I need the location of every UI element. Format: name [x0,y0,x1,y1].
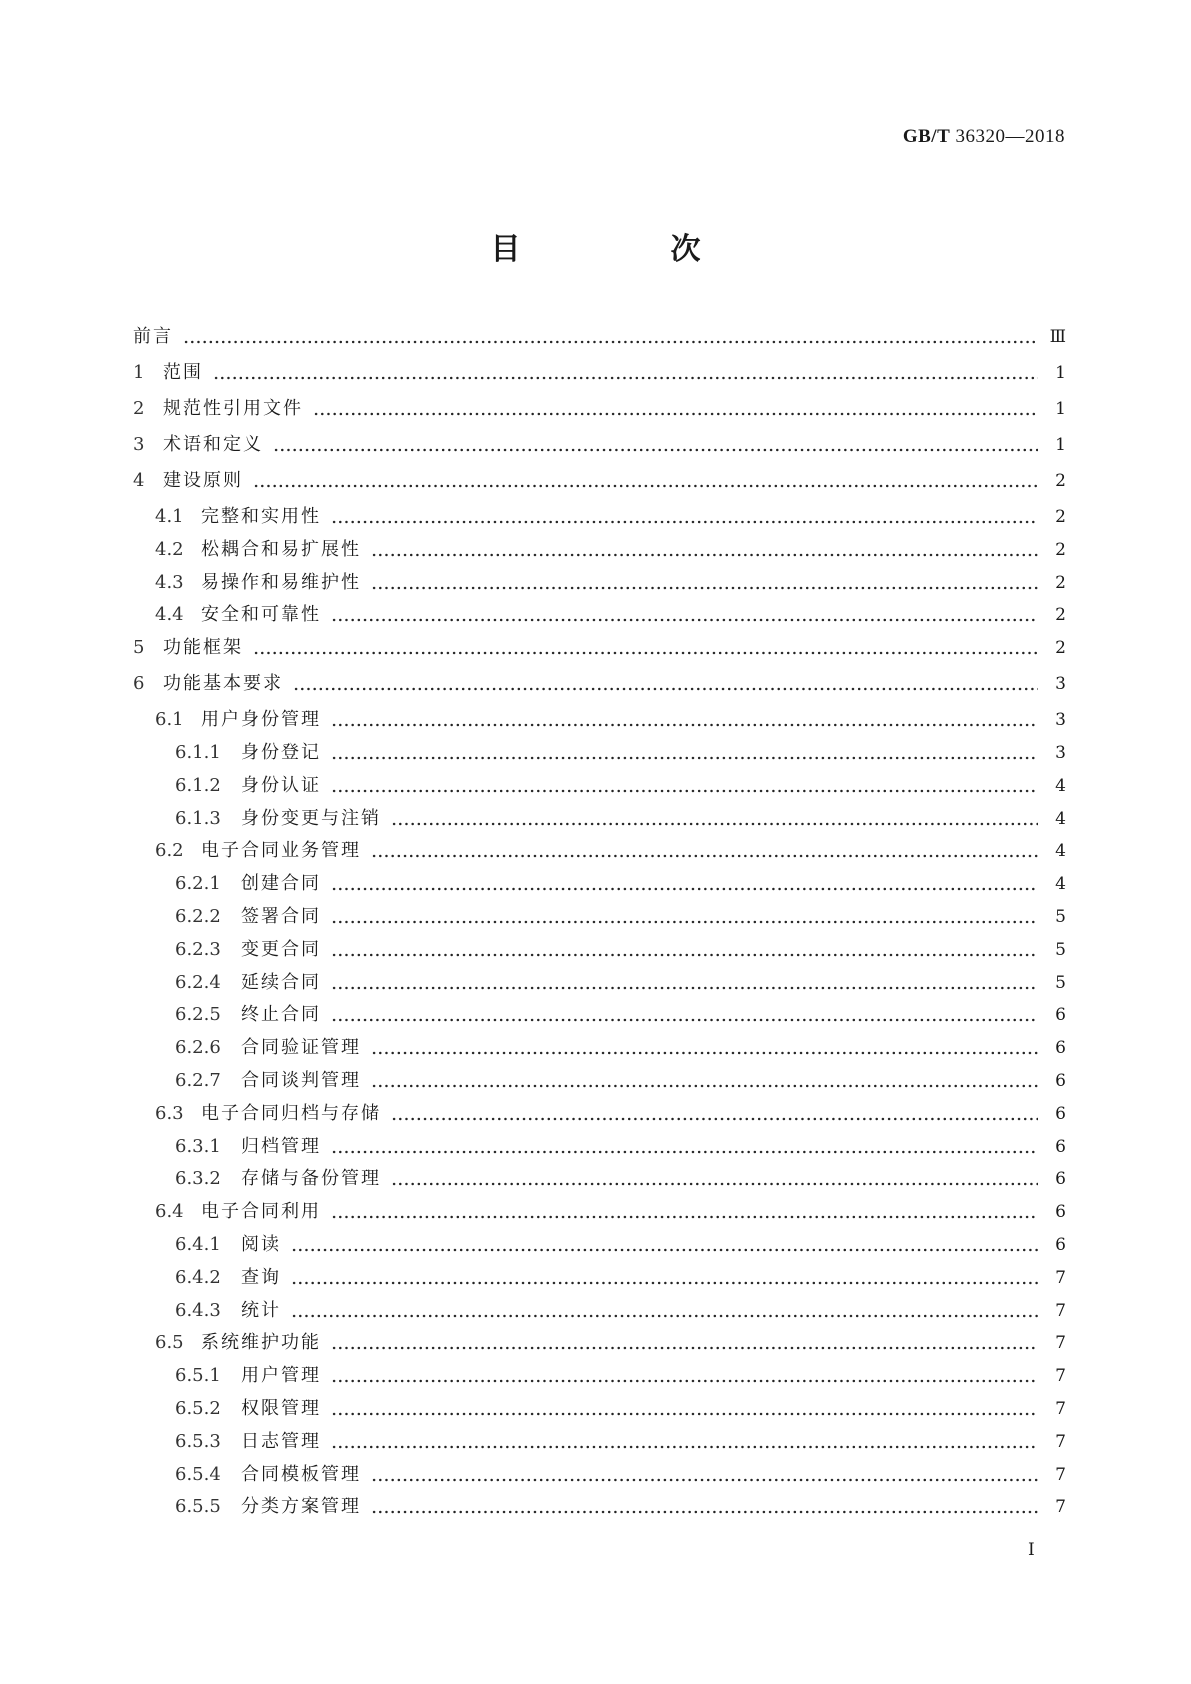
toc-entry-number: 6.4 [155,1201,184,1223]
toc-entry[interactable] [133,804,1066,837]
toc-entry-page: 5 [1055,906,1066,927]
toc-entry-number: 6.5.4 [175,1463,221,1485]
toc-entry-number: 1 [133,362,145,383]
toc-dot-leader [253,470,1038,488]
toc-dot-leader [331,604,1038,622]
toc-entry[interactable] [133,1033,1066,1066]
toc-entry-number: 2 [133,398,145,419]
toc-entry-number: 4.2 [155,538,184,560]
toc-entry-number: 3 [133,434,145,455]
toc-entry-page: 6 [1055,1169,1066,1190]
toc-entry-title: 阅读 [241,1233,281,1255]
toc-entry[interactable] [133,1132,1066,1165]
toc-entry-page: 4 [1055,874,1066,895]
toc-dot-leader [331,1332,1038,1350]
toc-entry-title: 合同模板管理 [241,1463,361,1485]
toc-entry[interactable] [133,669,1066,705]
toc-entry-title: 日志管理 [241,1430,321,1452]
toc-entry-page: 4 [1055,775,1066,796]
toc-entry-title: 用户管理 [241,1365,321,1387]
toc-entry-title: 电子合同利用 [201,1201,321,1223]
toc-entry-title: 功能基本要求 [163,673,283,695]
toc-dot-leader [331,775,1038,793]
toc-entry-page: 7 [1055,1431,1066,1452]
toc-entry-number: 6.1.1 [175,741,221,763]
toc-entry-number: 6 [133,673,145,695]
toc-entry-number: 4.1 [155,506,184,527]
toc-dot-leader [391,808,1038,826]
toc-entry[interactable] [133,1263,1066,1296]
toc-dot-leader [331,742,1038,760]
toc-dot-leader [313,398,1038,416]
toc-entry[interactable] [133,1197,1066,1230]
toc-entry-page: 4 [1055,841,1066,862]
toc-entry-number: 6.4.1 [175,1233,221,1255]
toc-entry[interactable] [133,633,1066,669]
toc-entry-page: 6 [1055,1103,1066,1124]
toc-entry-title: 用户身份管理 [201,709,321,731]
toc-entry-title: 合同验证管理 [241,1037,361,1059]
toc-dot-leader [213,362,1038,380]
toc-dot-leader [331,1398,1038,1416]
toc-entry[interactable] [133,771,1066,804]
toc-dot-leader [331,906,1038,924]
toc-entry[interactable] [133,358,1066,394]
toc-entry[interactable] [133,869,1066,902]
toc-entry-number: 6.3.1 [175,1135,221,1157]
toc-entry[interactable] [133,466,1066,502]
toc-entry-number: 6.1 [155,709,184,731]
toc-entry-title: 归档管理 [241,1135,321,1157]
table-of-contents [133,322,1066,1525]
toc-entry[interactable] [133,836,1066,869]
toc-entry-title: 电子合同归档与存储 [201,1102,381,1124]
toc-dot-leader [291,1300,1038,1318]
toc-entry-number: 6.2.4 [175,971,221,993]
toc-entry-page: 1 [1055,363,1066,383]
toc-entry-title: 规范性引用文件 [163,398,303,419]
toc-entry-page: 2 [1055,638,1066,659]
toc-entry-number: 6.1.2 [175,774,221,796]
toc-entry[interactable] [133,394,1066,430]
toc-entry-number: 6.2.7 [175,1069,221,1091]
toc-entry-number: 6.1.3 [175,807,221,829]
toc-dot-leader [293,673,1038,691]
toc-entry-page: Ⅲ [1049,327,1066,347]
toc-entry-page: 4 [1055,808,1066,829]
toc-entry-number: 4.4 [155,604,184,626]
toc-entry-number: 6.2 [155,840,184,862]
toc-entry-title: 签署合同 [241,905,321,927]
toc-dot-leader [291,1234,1038,1252]
toc-entry-page: 1 [1055,435,1066,455]
toc-entry-number: 6.2.2 [175,905,221,927]
toc-entry[interactable] [133,322,1066,358]
toc-entry-page: 2 [1055,507,1066,527]
toc-entry[interactable] [133,1230,1066,1263]
toc-entry[interactable] [133,1296,1066,1329]
toc-entry-number: 6.5.5 [175,1496,221,1518]
toc-entry-page: 6 [1055,1234,1066,1255]
toc-entry-page: 7 [1055,1366,1066,1387]
toc-dot-leader [331,873,1038,891]
toc-dot-leader [331,1136,1038,1154]
toc-dot-leader [331,709,1038,727]
toc-entry-title: 权限管理 [241,1397,321,1419]
toc-entry-page: 7 [1055,1300,1066,1321]
toc-entry[interactable] [133,1328,1066,1361]
standard-prefix: GB/T [902,126,951,147]
toc-entry-title: 身份变更与注销 [241,807,381,829]
toc-dot-leader [291,1267,1038,1285]
toc-entry[interactable] [133,1394,1066,1427]
toc-entry-title: 术语和定义 [163,434,263,455]
toc-entry-title: 安全和可靠性 [201,604,321,626]
toc-entry[interactable] [133,1460,1066,1493]
standard-code [903,126,1065,148]
toc-dot-leader [273,434,1038,452]
toc-dot-leader [331,1431,1038,1449]
toc-entry-title: 易操作和易维护性 [201,571,361,593]
toc-entry[interactable] [133,968,1066,1001]
toc-dot-leader [331,1201,1038,1219]
toc-entry-page: 5 [1055,939,1066,960]
toc-dot-leader [371,840,1038,858]
toc-entry-title: 松耦合和易扩展性 [201,538,361,560]
toc-entry-number: 6.3 [155,1102,184,1124]
toc-entry-title: 创建合同 [241,873,321,895]
toc-entry-page: 2 [1055,605,1066,626]
toc-dot-leader [331,1365,1038,1383]
toc-dot-leader [371,1496,1038,1514]
toc-entry[interactable] [133,568,1066,601]
toc-entry[interactable] [133,705,1066,738]
toc-entry-number: 6.5 [155,1332,184,1354]
toc-entry[interactable] [133,1099,1066,1132]
toc-entry-title: 分类方案管理 [241,1496,361,1518]
toc-entry-page: 2 [1055,471,1066,491]
toc-entry-title: 前言 [133,326,173,347]
toc-entry-number: 6.3.2 [175,1168,221,1190]
standard-number: 36320—2018 [955,126,1065,147]
toc-dot-leader [253,637,1038,655]
toc-entry-page: 2 [1055,539,1066,560]
toc-entry-title: 完整和实用性 [201,506,321,527]
toc-entry[interactable] [133,430,1066,466]
toc-dot-leader [371,1037,1038,1055]
toc-entry-number: 6.2.1 [175,873,221,895]
toc-entry-number: 4 [133,470,145,491]
toc-entry-number: 6.2.5 [175,1004,221,1026]
toc-entry-page: 6 [1055,1202,1066,1223]
toc-entry-number: 4.3 [155,571,184,593]
toc-entry-page: 3 [1055,742,1066,763]
toc-dot-leader [371,1070,1038,1088]
toc-entry-page: 6 [1055,1005,1066,1026]
toc-entry-title: 延续合同 [241,971,321,993]
toc-entry-title: 身份认证 [241,774,321,796]
toc-entry[interactable] [133,535,1066,568]
toc-entry-title: 存储与备份管理 [241,1168,381,1190]
toc-entry[interactable] [133,1427,1066,1460]
toc-entry-page: 6 [1055,1070,1066,1091]
toc-dot-leader [331,506,1038,524]
toc-entry[interactable] [133,738,1066,771]
toc-entry-title: 系统维护功能 [201,1332,321,1354]
toc-entry-page: 6 [1055,1038,1066,1059]
toc-entry-page: 3 [1055,674,1066,695]
toc-entry-number: 6.5.2 [175,1397,221,1419]
toc-entry-page: 2 [1055,572,1066,593]
toc-entry-title: 查询 [241,1266,281,1288]
toc-dot-leader [371,572,1038,590]
toc-entry-page: 6 [1055,1136,1066,1157]
toc-entry-number: 6.2.3 [175,938,221,960]
toc-entry-number: 6.5.3 [175,1430,221,1452]
toc-entry-page: 7 [1055,1398,1066,1419]
toc-dot-leader [371,539,1038,557]
toc-dot-leader [331,972,1038,990]
toc-dot-leader [391,1103,1038,1121]
toc-entry-number: 6.4.2 [175,1266,221,1288]
toc-entry-number: 6.2.6 [175,1037,221,1059]
toc-entry[interactable] [133,1492,1066,1525]
toc-entry-title: 建设原则 [163,470,243,491]
toc-entry-page: 1 [1055,399,1066,419]
toc-entry[interactable] [133,600,1066,633]
toc-dot-leader [391,1168,1038,1186]
toc-entry-title: 身份登记 [241,741,321,763]
toc-entry-title: 功能框架 [163,637,243,659]
toc-entry[interactable] [133,1164,1066,1197]
toc-entry[interactable] [133,502,1066,535]
toc-dot-leader [331,939,1038,957]
toc-entry[interactable] [133,1361,1066,1394]
toc-dot-leader [183,326,1038,344]
page-number: Ⅰ [1028,1540,1035,1560]
toc-entry-title: 统计 [241,1299,281,1321]
toc-entry-title: 终止合同 [241,1004,321,1026]
toc-entry-title: 合同谈判管理 [241,1069,361,1091]
toc-dot-leader [371,1464,1038,1482]
toc-entry[interactable] [133,935,1066,968]
toc-entry-page: 5 [1055,972,1066,993]
toc-entry-page: 7 [1055,1333,1066,1354]
toc-entry-page: 7 [1055,1267,1066,1288]
toc-entry-title: 变更合同 [241,938,321,960]
toc-entry[interactable] [133,1000,1066,1033]
toc-entry[interactable] [133,1066,1066,1099]
toc-dot-leader [331,1004,1038,1022]
toc-entry[interactable] [133,902,1066,935]
toc-entry-page: 7 [1055,1464,1066,1485]
toc-entry-title: 电子合同业务管理 [201,840,361,862]
toc-entry-title: 范围 [163,362,203,383]
toc-entry-number: 6.5.1 [175,1365,221,1387]
toc-entry-number: 5 [133,637,145,659]
toc-entry-page: 3 [1055,710,1066,731]
page-title: 目 次 [490,232,761,267]
toc-entry-page: 7 [1055,1497,1066,1518]
toc-entry-number: 6.4.3 [175,1299,221,1321]
